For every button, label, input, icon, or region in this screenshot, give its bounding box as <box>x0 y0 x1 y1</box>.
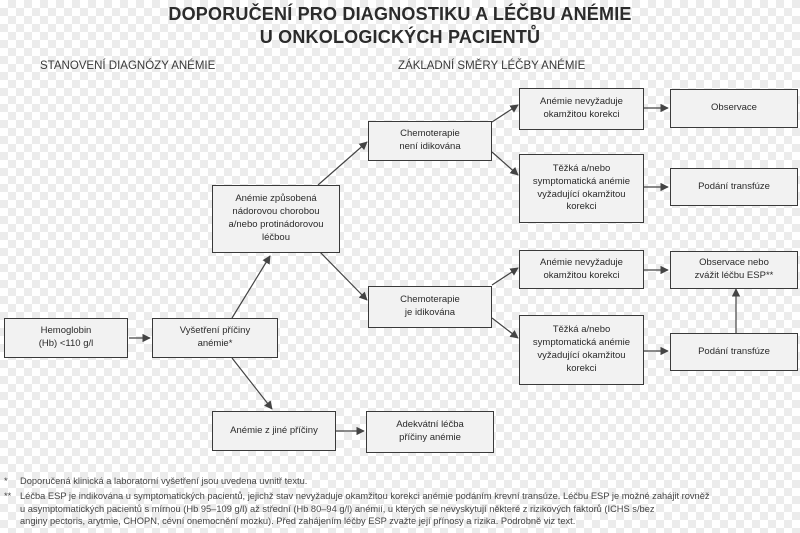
box-a1-severe: Těžká a/nebo symptomatická anémie vyžadující okamžitou korekci <box>519 154 644 223</box>
box-tumor-anemia: Anémie způsobená nádorovou chorobou a/nebo protinádorovou léčbou <box>212 185 340 253</box>
box-adequate-treatment: Adekvátní léčba příčiny anémie <box>366 411 494 453</box>
box-observation: Observace <box>670 89 798 128</box>
arrow-chemoyes-a2s <box>492 318 518 338</box>
title-line-1: DOPORUČENÍ PRO DIAGNOSTIKU A LÉČBU ANÉMIE <box>168 4 632 24</box>
arrow-tumor-chemoyes <box>318 250 367 300</box>
box-a1-no-correction: Anémie nevyžaduje okamžitou korekci <box>519 88 644 130</box>
footnote-2: ** Léčba ESP je indikována u symptomatických pacientů, jejichž stav nevyžaduje okamžitou korekci anémie podáním krevní transúze. Léčbu ESP je možné zahájit rovněž u asymptomatických pacientů s mírnou (Hb 95–109 g/l) až střední (Hb 80–94 g/l) anémií, u kterých se nevyskytují některé z rizikových faktorů (ICHS s/bez anginy pectoris, arytmie, CHOPN, cévní onemocnění mozku). Před zahájením léčby ESP zvažte její přínosy a rizika. Podrobně viz text. <box>4 491 710 527</box>
box-a2-no-correction: Anémie nevyžaduje okamžitou korekci <box>519 250 644 289</box>
arrow-chemonot-a1s <box>492 152 518 175</box>
box-a2-severe: Těžká a/nebo symptomatická anémie vyžadující okamžitou korekci <box>519 315 644 385</box>
box-observation-esp: Observace nebo zvážit léčbu ESP** <box>670 251 798 289</box>
box-other-anemia: Anémie z jiné příčiny <box>212 411 336 451</box>
box-transfusion-1: Podání transfúze <box>670 168 798 206</box>
section-diagnosis: STANOVENÍ DIAGNÓZY ANÉMIE <box>40 60 216 72</box>
arrow-tumor-chemonot <box>318 142 367 185</box>
section-treatment: ZÁKLADNÍ SMĚRY LÉČBY ANÉMIE <box>398 60 586 72</box>
footnote-1: * Doporučená klinická a laboratorní vyšetření jsou uvedena uvnitř textu. <box>4 476 308 486</box>
box-exam: Vyšetření příčiny anémie* <box>152 318 278 358</box>
box-transfusion-2: Podání transfúze <box>670 333 798 371</box>
arrow-exam-other <box>232 358 272 409</box>
box-chemo-indicated: Chemoterapie je idikována <box>368 286 492 328</box>
title-line-2: U ONKOLOGICKÝCH PACIENTŮ <box>259 27 541 47</box>
arrow-exam-tumor <box>232 256 270 318</box>
box-chemo-not-indicated: Chemoterapie není idikována <box>368 121 492 161</box>
arrow-chemonot-a1 <box>492 105 518 122</box>
arrow-chemoyes-a2 <box>492 268 518 285</box>
box-hemoglobin: Hemoglobin (Hb) <110 g/l <box>4 318 128 358</box>
